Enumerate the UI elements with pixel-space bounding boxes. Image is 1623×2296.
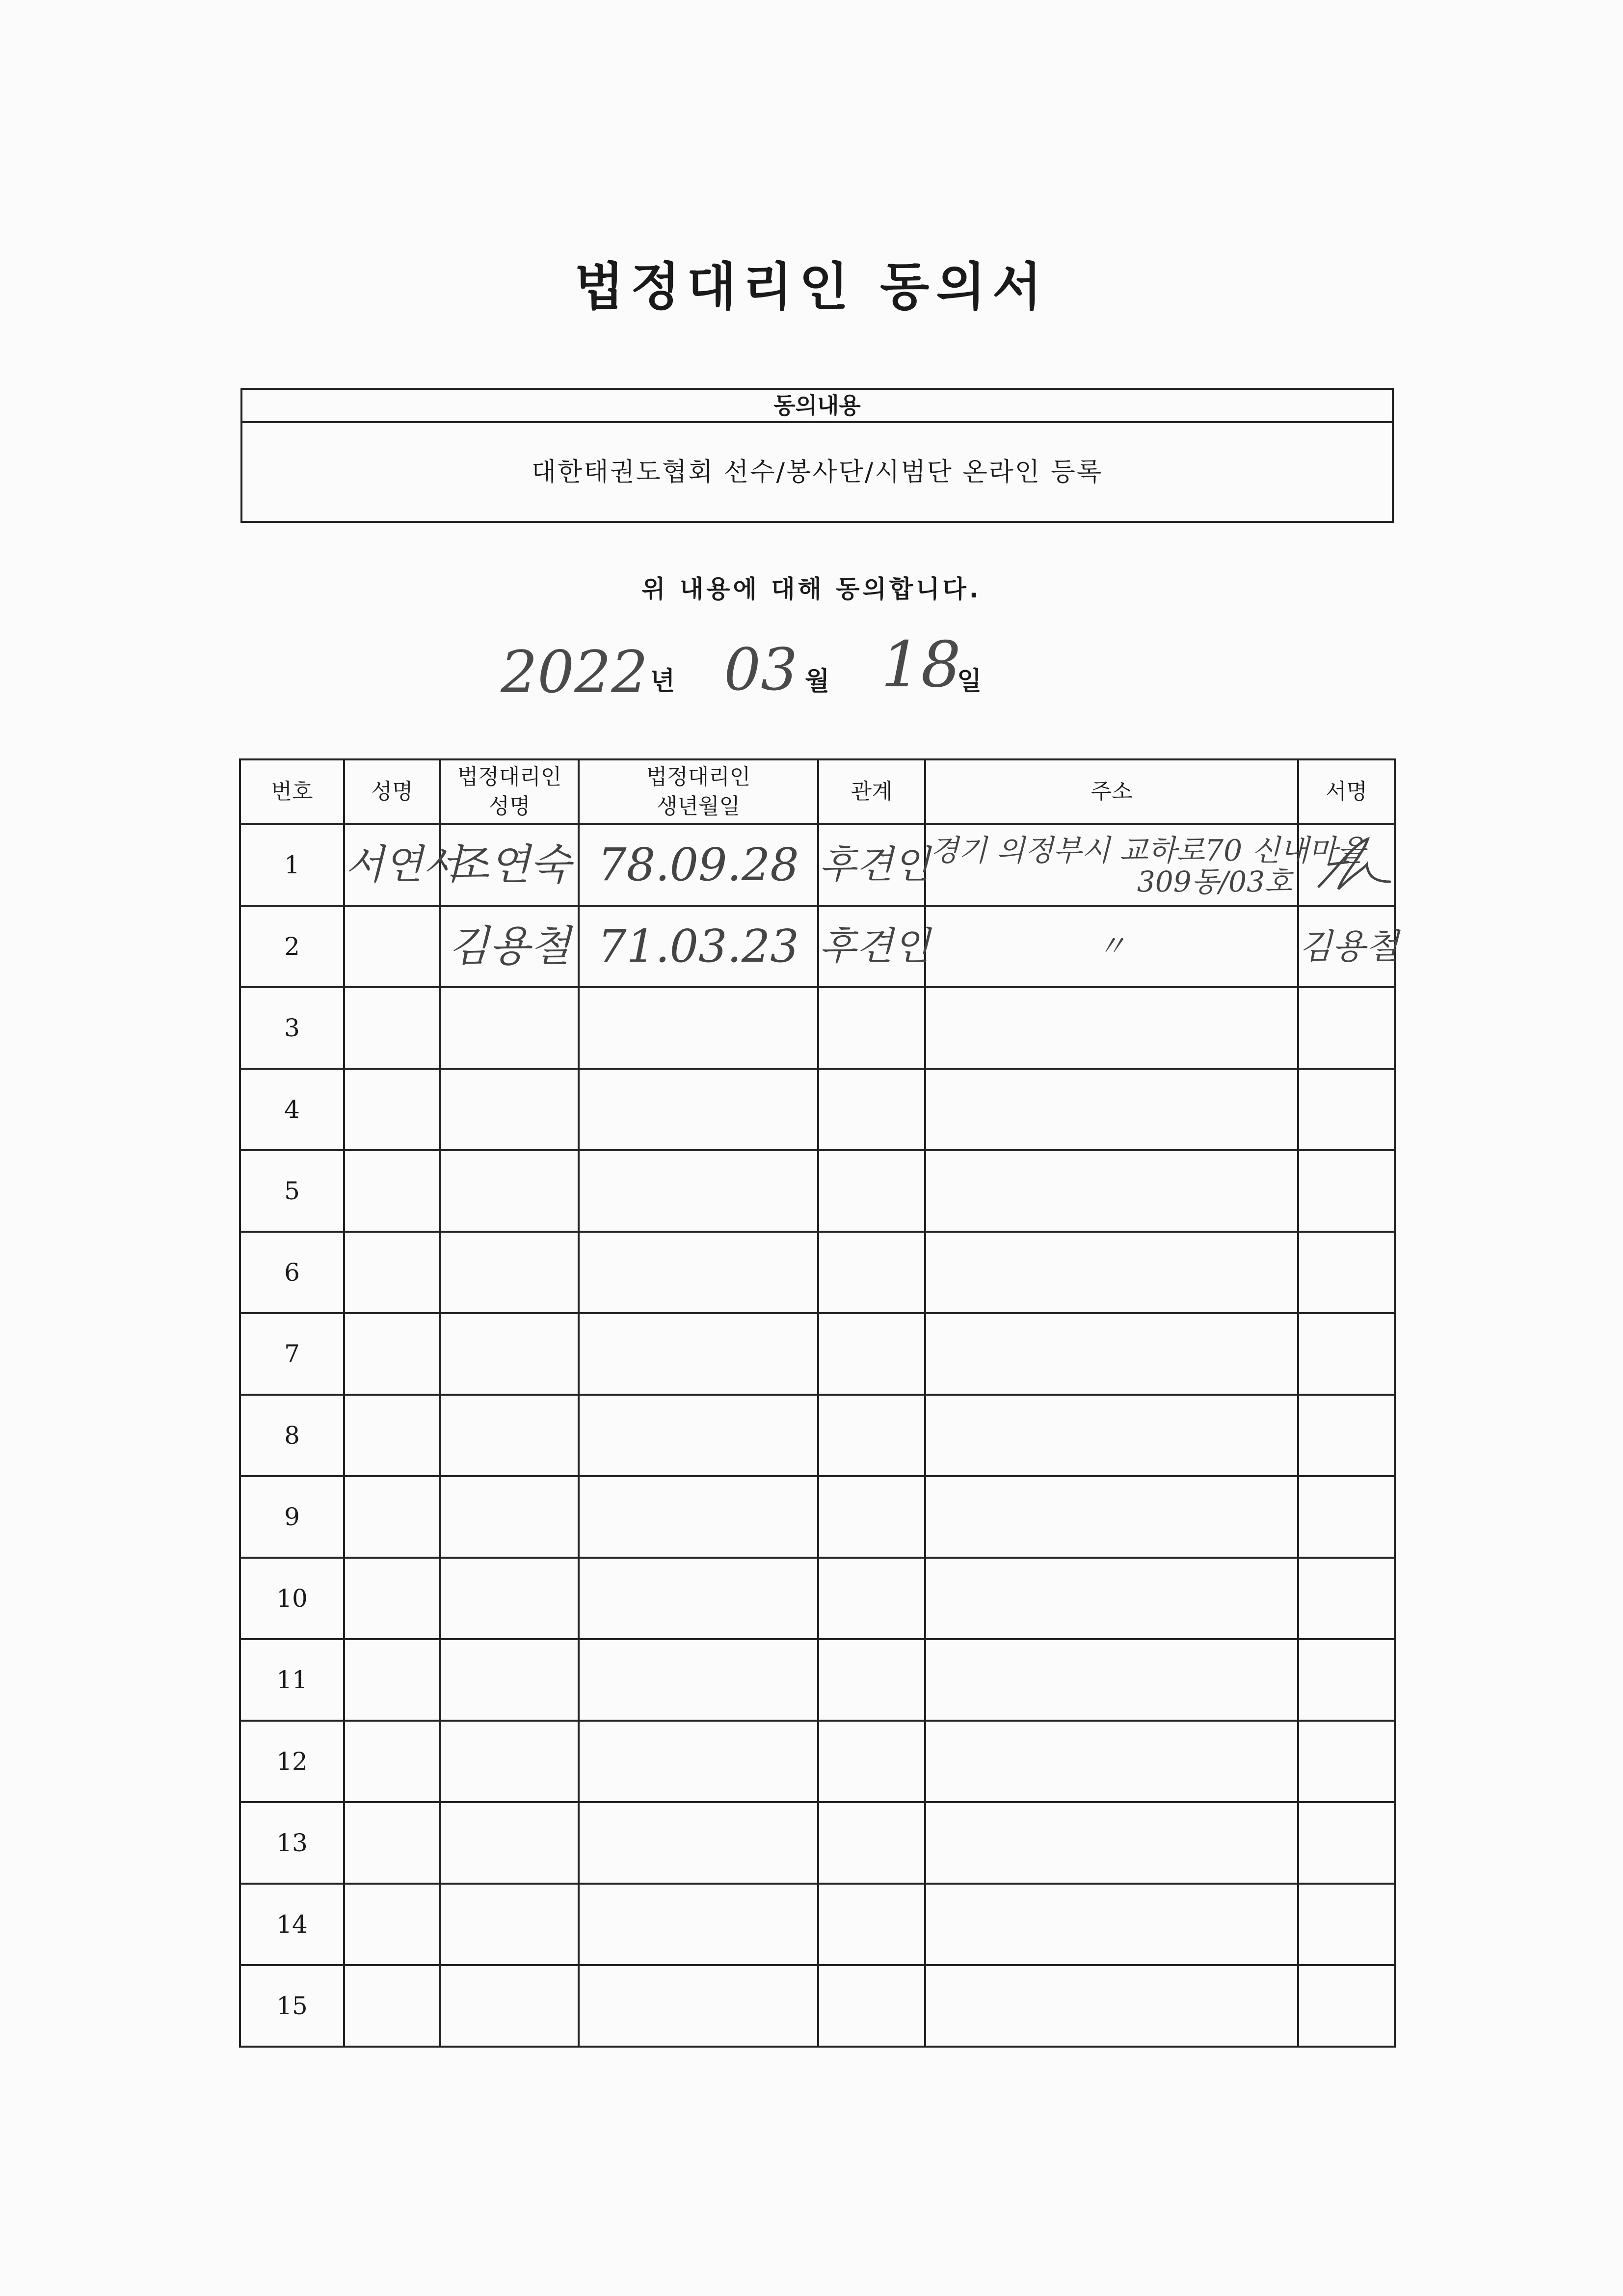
row-number: 1 <box>284 851 300 879</box>
row-guardian-birth-cell <box>579 1232 818 1313</box>
table-row <box>240 1802 1395 1884</box>
table-row <box>240 1558 1395 1639</box>
row-name-cell <box>344 1965 440 2047</box>
row-name-cell <box>344 1884 440 1965</box>
row-signature-cell <box>1298 824 1395 906</box>
row-name-cell <box>344 1069 440 1150</box>
table-row <box>240 1884 1395 1965</box>
signature-scribble-image <box>1309 835 1397 899</box>
row-guardian-name-cell <box>440 824 579 906</box>
row-guardian-name-cell <box>440 1639 579 1721</box>
row-signature-cell <box>1298 1476 1395 1558</box>
date-day-unit: 일 <box>957 667 982 696</box>
row-guardian-name-cell <box>440 1965 579 2047</box>
row-number: 5 <box>284 1177 300 1205</box>
row-number: 11 <box>276 1666 308 1694</box>
row-guardian-name-cell <box>440 1395 579 1476</box>
row-address-cell <box>925 1558 1298 1639</box>
row-signature-cell <box>1298 1069 1395 1150</box>
consent-text: 대한태권도협회 선수/봉사단/시범단 온라인 등록 <box>531 458 1103 487</box>
row-guardian-name-cell <box>440 1313 579 1395</box>
table-row <box>240 1965 1395 2047</box>
table-row <box>240 987 1395 1069</box>
row-number-cell <box>240 906 344 987</box>
row-name-cell <box>344 1395 440 1476</box>
row-number: 15 <box>276 1992 308 2020</box>
row-guardian-name-cell <box>440 1802 579 1884</box>
row-name-cell <box>344 1150 440 1232</box>
row-number-cell <box>240 1313 344 1395</box>
row-guardian-birth-cell <box>579 1802 818 1884</box>
row-guardian-name-cell <box>440 1721 579 1802</box>
row-name-cell <box>344 1721 440 1802</box>
row-guardian-name: 조연숙 <box>448 840 571 890</box>
row-number-cell <box>240 1232 344 1313</box>
row-address-cell <box>925 906 1298 987</box>
header-address: 주소 <box>925 759 1298 824</box>
row-relation-cell <box>818 1721 925 1802</box>
row-relation-cell <box>818 1639 925 1721</box>
row-address-cell <box>925 987 1298 1069</box>
row-guardian-name-cell <box>440 1069 579 1150</box>
row-guardian-name-cell <box>440 906 579 987</box>
row-address-line2: 309동/03호 <box>1137 865 1292 898</box>
row-address-cell <box>925 1313 1298 1395</box>
row-relation: 후견인 <box>819 924 931 969</box>
row-number-cell <box>240 987 344 1069</box>
row-number: 8 <box>284 1421 300 1450</box>
row-guardian-birth: 71.03.23 <box>598 920 799 972</box>
date-day: 18 <box>881 628 961 702</box>
row-address-cell <box>925 1721 1298 1802</box>
table-row <box>240 1232 1395 1313</box>
table-header-row <box>240 759 1395 824</box>
row-relation-cell <box>818 1232 925 1313</box>
row-number: 12 <box>276 1747 308 1776</box>
row-address: 경기 의정부시 교하로70 신내마을 <box>930 834 1366 868</box>
row-signature-cell <box>1298 1313 1395 1395</box>
table-row <box>240 1395 1395 1476</box>
date-year-unit: 년 <box>650 667 675 696</box>
row-name-cell <box>344 1313 440 1395</box>
row-signature-cell <box>1298 1721 1395 1802</box>
row-number-cell <box>240 1884 344 1965</box>
table-row <box>240 1150 1395 1232</box>
row-guardian-birth-cell <box>579 1313 818 1395</box>
row-signature-cell <box>1298 1150 1395 1232</box>
row-signature-cell <box>1298 906 1399 987</box>
row-number: 4 <box>284 1095 300 1124</box>
row-relation-cell <box>818 1965 925 2047</box>
document-title: 법정대리인 동의서 <box>574 257 1049 317</box>
row-number: 13 <box>276 1829 308 1857</box>
row-name-cell <box>344 906 440 987</box>
consent-box <box>240 388 1394 523</box>
row-guardian-birth-cell <box>579 987 818 1069</box>
row-number-cell <box>240 1639 344 1721</box>
row-signature-cell <box>1298 987 1395 1069</box>
row-number: 10 <box>276 1584 308 1613</box>
row-address-cell <box>925 1476 1298 1558</box>
row-number: 3 <box>284 1014 300 1042</box>
row-name: 서연서 <box>345 841 462 888</box>
row-name-cell <box>344 1802 440 1884</box>
date-month-unit: 월 <box>805 667 830 696</box>
row-signature: 김용철 <box>1299 926 1399 967</box>
header-relation: 관계 <box>818 759 925 824</box>
row-address-cell <box>925 1232 1298 1313</box>
row-number-cell <box>240 1558 344 1639</box>
row-guardian-birth-cell <box>579 1476 818 1558</box>
row-name-cell <box>344 1558 440 1639</box>
row-name-cell <box>344 1476 440 1558</box>
row-address-cell <box>925 1639 1298 1721</box>
row-guardian-birth-cell <box>579 1069 818 1150</box>
row-guardian-name: 김용철 <box>448 922 571 971</box>
table-row <box>240 1313 1395 1395</box>
row-address: 〃 <box>1097 929 1126 964</box>
row-guardian-birth-cell <box>579 824 818 906</box>
header-number: 번호 <box>240 759 344 824</box>
row-name-cell <box>344 824 462 906</box>
row-guardian-birth-cell <box>579 1558 818 1639</box>
row-guardian-name-cell <box>440 987 579 1069</box>
row-relation-cell <box>818 987 925 1069</box>
table-row <box>240 1069 1395 1150</box>
row-number-cell <box>240 1476 344 1558</box>
agreement-statement: 위 내용에 대해 동의합니다. <box>641 575 982 603</box>
row-name-cell <box>344 1639 440 1721</box>
row-relation-cell <box>818 1395 925 1476</box>
row-guardian-name-cell <box>440 1884 579 1965</box>
row-guardian-name-cell <box>440 1150 579 1232</box>
row-number-cell <box>240 1069 344 1150</box>
row-signature-cell <box>1298 1395 1395 1476</box>
row-number-cell <box>240 1721 344 1802</box>
row-relation-cell <box>818 1313 925 1395</box>
row-guardian-name-cell <box>440 1476 579 1558</box>
row-number-cell <box>240 1802 344 1884</box>
date-year: 2022 <box>501 638 648 706</box>
row-relation-cell <box>818 906 931 987</box>
row-relation-cell <box>818 1558 925 1639</box>
header-guardian-name: 법정대리인 성명 <box>440 759 579 824</box>
row-number-cell <box>240 824 344 906</box>
header-guardian-birth: 법정대리인 생년월일 <box>579 759 818 824</box>
row-signature-cell <box>1298 1884 1395 1965</box>
row-number: 6 <box>284 1258 300 1287</box>
row-name-cell <box>344 1232 440 1313</box>
table-row <box>240 1639 1395 1721</box>
row-guardian-name-cell <box>440 1558 579 1639</box>
row-guardian-birth-cell <box>579 1395 818 1476</box>
row-signature-cell <box>1298 1965 1395 2047</box>
row-relation-cell <box>818 1150 925 1232</box>
row-number: 2 <box>284 932 300 961</box>
table-row <box>240 824 1395 906</box>
row-address-cell <box>925 824 1366 906</box>
row-signature-cell <box>1298 1232 1395 1313</box>
date-row <box>0 628 1623 706</box>
header-name: 성명 <box>344 759 440 824</box>
row-guardian-birth-cell <box>579 1150 818 1232</box>
row-number: 9 <box>284 1503 300 1531</box>
row-relation-cell <box>818 1802 925 1884</box>
row-relation-cell <box>818 824 931 906</box>
row-guardian-birth-cell <box>579 1965 818 2047</box>
row-guardian-birth-cell <box>579 1721 818 1802</box>
row-guardian-name-cell <box>440 1232 579 1313</box>
row-relation-cell <box>818 1884 925 1965</box>
row-guardian-birth-cell <box>579 906 818 987</box>
table-row <box>240 906 1395 987</box>
row-address-cell <box>925 1069 1298 1150</box>
row-address-cell <box>925 1802 1298 1884</box>
row-number-cell <box>240 1395 344 1476</box>
header-signature: 서명 <box>1298 759 1395 824</box>
row-number: 14 <box>276 1910 308 1939</box>
row-address-cell <box>925 1884 1298 1965</box>
row-relation: 후견인 <box>819 843 931 887</box>
row-number-cell <box>240 1150 344 1232</box>
row-signature-cell <box>1298 1639 1395 1721</box>
row-name-cell <box>344 987 440 1069</box>
table-row <box>240 1476 1395 1558</box>
row-guardian-birth: 78.09.28 <box>598 838 799 891</box>
row-signature-cell <box>1298 1558 1395 1639</box>
date-month: 03 <box>724 636 798 703</box>
guardian-table <box>239 758 1399 2048</box>
consent-header: 동의내용 <box>242 390 1392 423</box>
row-number-cell <box>240 1965 344 2047</box>
row-guardian-birth-cell <box>579 1639 818 1721</box>
table-row <box>240 1721 1395 1802</box>
row-relation-cell <box>818 1476 925 1558</box>
row-address-cell <box>925 1965 1298 2047</box>
row-relation-cell <box>818 1069 925 1150</box>
row-guardian-birth-cell <box>579 1884 818 1965</box>
row-address-cell <box>925 1395 1298 1476</box>
row-address-cell <box>925 1150 1298 1232</box>
row-signature-cell <box>1298 1802 1395 1884</box>
row-number: 7 <box>284 1340 300 1368</box>
